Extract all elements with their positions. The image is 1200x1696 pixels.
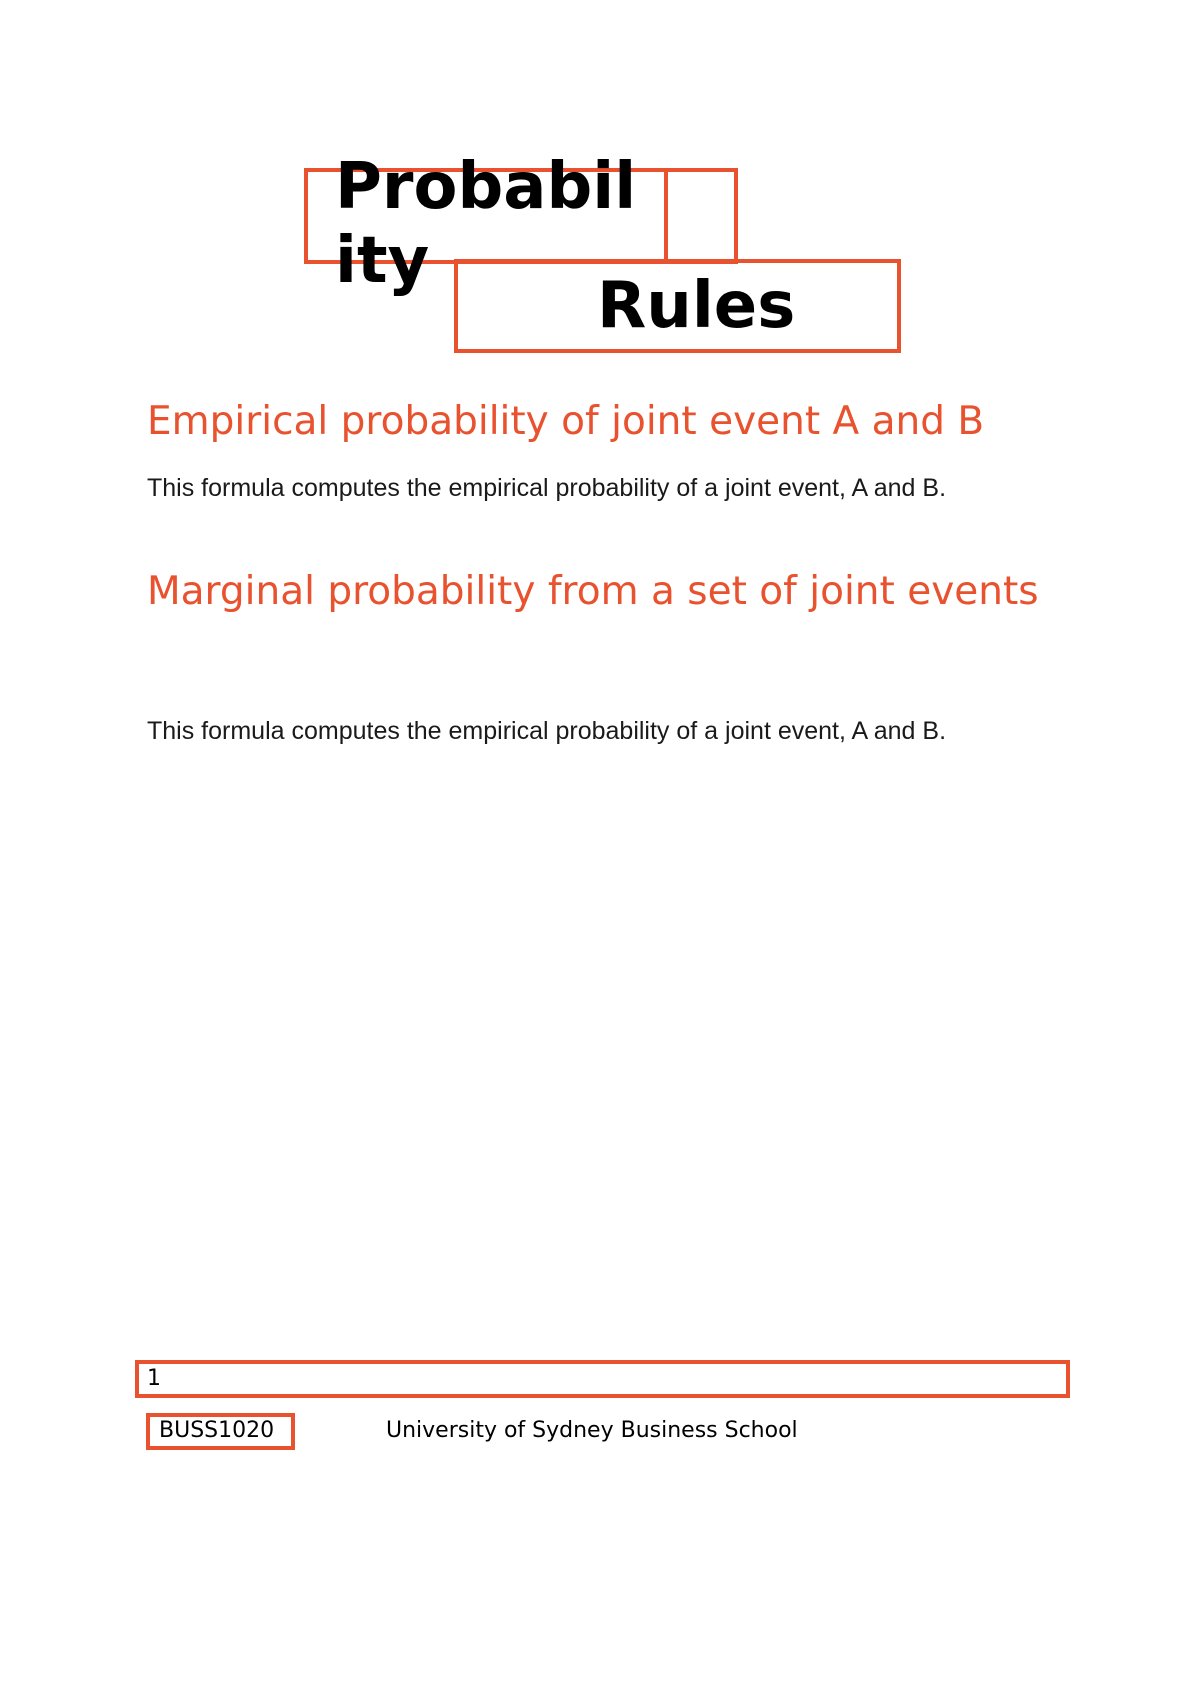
- section-1-heading: Empirical probability of joint event A and B: [147, 399, 985, 444]
- institution-name: University of Sydney Business School: [386, 1418, 798, 1443]
- course-code: BUSS1020: [159, 1418, 275, 1443]
- title-frame-2: [664, 168, 738, 264]
- section-2-body: This formula computes the empirical probability of a joint event, A and B.: [147, 717, 947, 745]
- section-2-heading: Marginal probability from a set of joint events: [147, 569, 1039, 614]
- section-1-body: This formula computes the empirical probability of a joint event, A and B.: [147, 474, 947, 502]
- page-number-frame: [135, 1360, 1070, 1398]
- title-word-2: Rules: [597, 269, 796, 343]
- page-number: 1: [147, 1366, 161, 1391]
- title-word-1-clip: [308, 140, 664, 298]
- title-word-1: Probability: [335, 150, 637, 298]
